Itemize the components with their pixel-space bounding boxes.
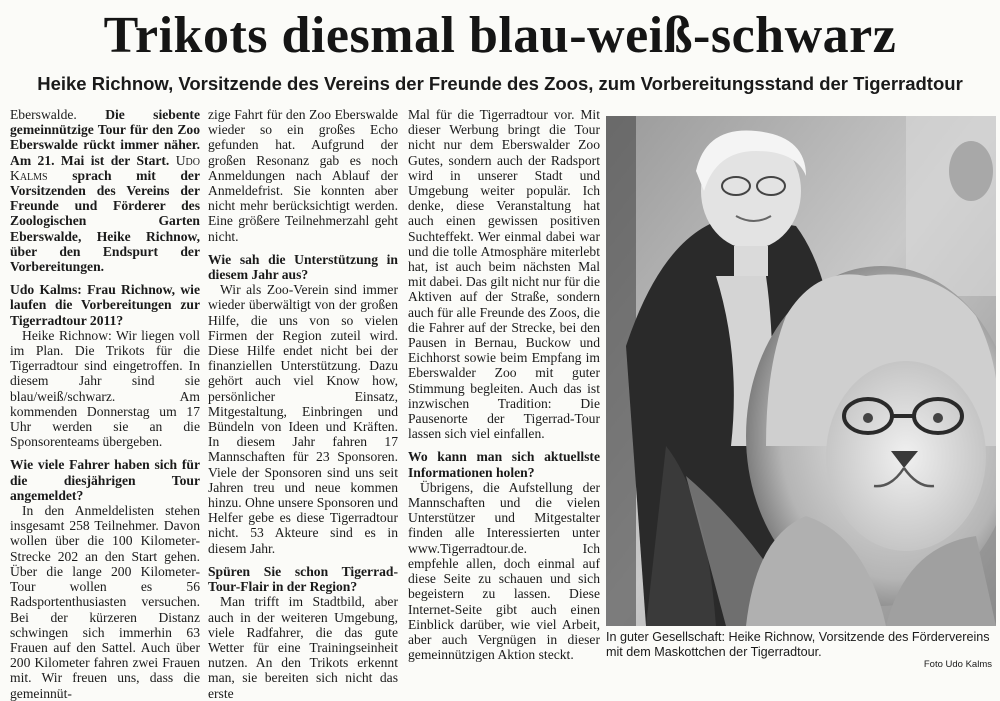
answer-3: Wir als Zoo-Verein sind immer wieder überwältigt von der großen Hilfe, die uns von so vielen Firmen der Region zuteil wird. Diese Hilfe endet nicht bei der finanziellen Unterstützung. Dazu gehört auch viel Know how, persönlicher Einsatz, Mitgestaltung, Einbringen und Bündeln von Ideen und Kräften. In diesem Jahr fahren 17 Mannschaften für 23 Sponsoren. Viele der Sponsoren sind uns seit Jahren treu und neue kommen hinzu. Ohne unsere Sponsoren und Helfer gebe es diese Tigerradtour nicht. 53 Akteure sind es in diesem Jahr. <box>208 282 398 556</box>
answer-1: Heike Richnow: Wir liegen voll im Plan. Die Trikots für die Tigerradtour sind eingetroffen. In diesem Jahr sind sie blau/weiß/schwarz. Am kommenden Donnerstag um 17 Uhr werden sie an die Sponsorenteams übergeben. <box>10 327 200 450</box>
answer-4-continued: Mal für die Tigerradtour vor. Mit dieser Werbung bringt die Tour nicht nur dem Eberswalder Zoo Gutes, sondern auch der Radsport wird in unserer Stadt und Umgebung weiter populär. Ich denke, diese Veranstaltung hat auch einen gewissen positiven Suchteffekt. Wer einmal dabei war und die tolle Atmosphäre miterlebt hat, ist auch beim nächsten Mal mit dabei. Das gilt nicht nur für die Aktiven auf der Straße, sondern auch für alle Freunde des Zoos, die die Fahrer auf der Strecke, bei den Pausen in Bernau, Buckow und Eichhorst sowie beim Empfang im Eberswalder Zoo mit guter Stimmung begleiten. Auch das ist inzwischen Tradition: Die Pausenorte der Tigerrad-Tour lassen sich viel einfallen. <box>408 107 600 442</box>
headline: Trikots diesmal blau-weiß-schwarz <box>103 7 897 64</box>
photo-illustration <box>606 116 996 626</box>
question-4: Spüren Sie schon Tigerrad-Tour-Flair in der Region? <box>208 563 398 595</box>
answer-2-continued: zige Fahrt für den Zoo Eberswalde wieder so ein großes Echo gefunden hat. Aufgrund der großen Resonanz gab es noch Anmeldungen nach Ablauf der Anmeldefrist. Sie konnten aber nicht mehr berücksichtigt werden. Eine größere Teilnehmerzahl geht nicht. <box>208 107 398 244</box>
article-column-2 <box>208 107 398 701</box>
photo-credit: Foto Udo Kalms <box>923 659 992 670</box>
intro-lead-cont: sprach mit der Vorsitzenden des Vereins der Freunde und Förderer des Zoologischen Garten Eberswalde, Heike Richnow, über den Endspurt der Vorbereitungen. <box>10 167 200 275</box>
article-column-3 <box>408 107 600 662</box>
answer-4: Man trifft im Stadtbild, aber auch in der weiteren Umgebung, viele Radfahrer, die das gute Wetter für eine Trainingseinheit nutzen. An den Trikots erkennt man, sie bereiten sich nicht das erste <box>208 594 398 701</box>
subheadline: Heike Richnow, Vorsitzende des Vereins der Freunde des Zoos, zum Vorbereitungsstand der Tigerradtour <box>37 73 963 94</box>
answer-5: Übrigens, die Aufstellung der Mannschaften und die vielen Unterstützer und Mitgestalter finden alle Interessierten unter www.Tigerradtour.de. Ich empfehle allen, doch einmal auf diese Seite zu schauen und sich begeistern zu lassen. Diese Internet-Seite gibt auch einen Einblick darüber, wie viel Arbeit, aber auch Vergnügen in dieser gemeinnützigen Aktion steckt. <box>408 479 600 663</box>
photo-caption: In guter Gesellschaft: Heike Richnow, Vorsitzende des Fördervereins mit dem Maskottchen der Tigerradtour. <box>606 630 990 659</box>
question-3: Wie sah die Unterstützung in diesem Jahr aus? <box>208 251 398 283</box>
question-1: Udo Kalms: Frau Richnow, wie laufen die Vorbereitungen zur Tigerradtour 2011? <box>10 282 200 328</box>
intro-lead: Die siebente gemeinnützige Tour für den Zoo Eberswalde rückt immer näher. Am 21. Mai ist der Start. <box>10 107 200 168</box>
question-5: Wo kann man sich aktuellste Informationen holen? <box>408 449 600 480</box>
intro-author: Udo Kalms <box>10 152 200 183</box>
article-photo <box>606 116 996 626</box>
question-2: Wie viele Fahrer haben sich für die diesjährigen Tour angemeldet? <box>10 457 200 503</box>
answer-2: In den Anmeldelisten stehen insgesamt 258 Teilnehmer. Davon wollen über die 100 Kilometer-Strecke 202 an den Start gehen. Über die lange 200 Kilometer-Tour wollen es 56 Radsportenthusiasten versuchen. Bei der kürzeren Distanz schwingen sich immerhin 63 Frauen auf den Sattel. Auch über 200 Kilometer fahren zwei Frauen mit. Wir freuen uns, dass die gemeinnüt- <box>10 503 200 701</box>
article-column-1 <box>10 107 200 701</box>
intro-place: Eberswalde. <box>10 107 106 122</box>
intro-paragraph <box>10 107 200 274</box>
